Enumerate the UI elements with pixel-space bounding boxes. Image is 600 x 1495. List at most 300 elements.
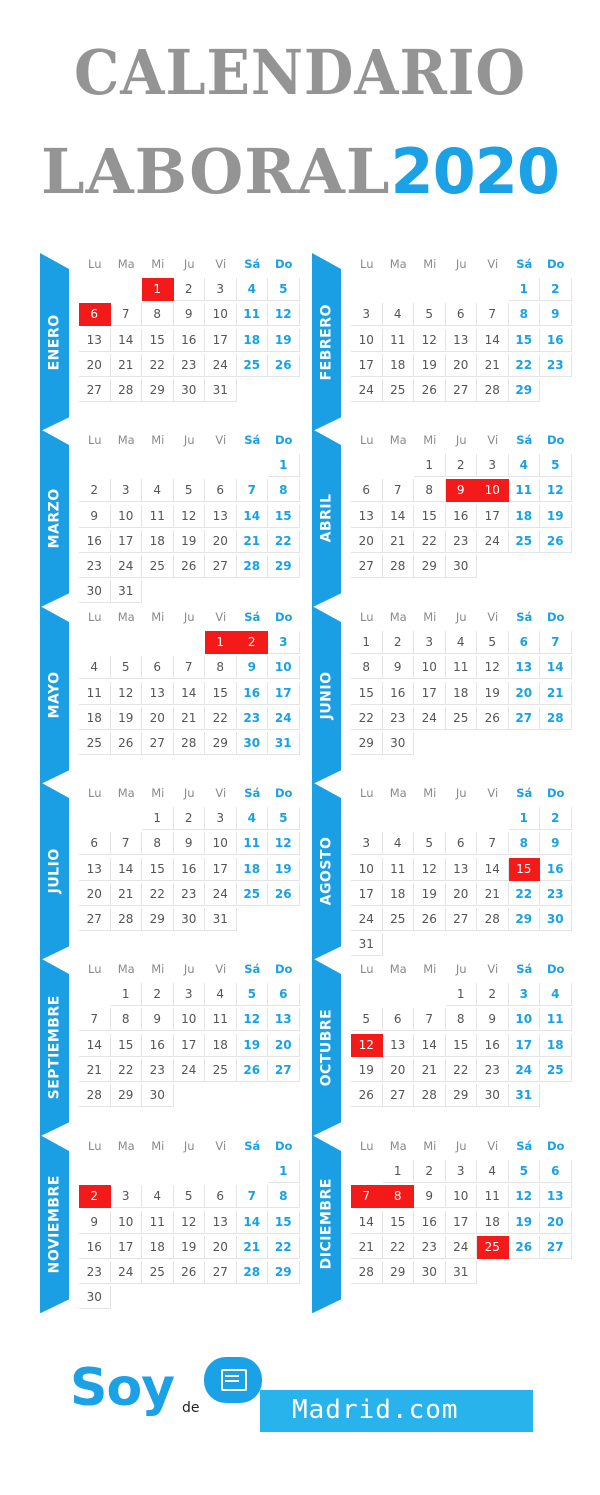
holiday-cell: 2 bbox=[79, 1185, 111, 1208]
weekday-header: Do bbox=[547, 786, 565, 800]
day-cell: 18 bbox=[79, 707, 111, 730]
day-cell: 27 bbox=[205, 1261, 237, 1284]
day-cell: 23 bbox=[446, 530, 478, 553]
day-cell: 19 bbox=[414, 354, 446, 377]
day-cell: 17 bbox=[414, 682, 446, 705]
day-cell: 31 bbox=[205, 379, 237, 402]
day-cell: 4 bbox=[142, 1185, 174, 1208]
day-cell: 20 bbox=[351, 530, 383, 553]
day-cell: 4 bbox=[540, 983, 572, 1006]
day-cell: 23 bbox=[174, 883, 206, 906]
day-cell: 5 bbox=[174, 1185, 206, 1208]
day-cell: 22 bbox=[142, 883, 174, 906]
day-cell: 18 bbox=[383, 883, 415, 906]
day-cell: 29 bbox=[142, 908, 174, 931]
logo-domain: Madrid.com bbox=[292, 1395, 459, 1425]
day-cell: 22 bbox=[414, 530, 446, 553]
day-cell: 31 bbox=[509, 1084, 541, 1107]
month-name: ABRIL bbox=[318, 493, 335, 543]
weekday-header: Sá bbox=[516, 1139, 533, 1153]
day-cell: 17 bbox=[205, 329, 237, 352]
day-cell: 29 bbox=[414, 555, 446, 578]
day-cell: 30 bbox=[383, 732, 415, 755]
day-cell: 28 bbox=[111, 379, 143, 402]
day-cell: 15 bbox=[268, 505, 300, 528]
day-cell: 22 bbox=[205, 707, 237, 730]
day-cell: 25 bbox=[237, 883, 269, 906]
day-cell: 24 bbox=[111, 1261, 143, 1284]
day-cell: 9 bbox=[414, 1185, 446, 1208]
month-septiembre bbox=[40, 958, 295, 1136]
day-cell: 1 bbox=[351, 631, 383, 654]
day-cell: 24 bbox=[446, 1236, 478, 1259]
weekday-header: Ma bbox=[117, 786, 135, 800]
day-cell: 14 bbox=[383, 505, 415, 528]
day-cell: 20 bbox=[509, 682, 541, 705]
weekday-header: Sá bbox=[516, 433, 533, 447]
day-cell: 19 bbox=[111, 707, 143, 730]
month-name: DICIEMBRE bbox=[318, 1178, 335, 1270]
day-cell: 8 bbox=[509, 832, 541, 855]
day-cell: 8 bbox=[268, 1185, 300, 1208]
day-cell: 23 bbox=[174, 354, 206, 377]
day-cell: 12 bbox=[540, 479, 572, 502]
day-cell: 20 bbox=[79, 883, 111, 906]
day-cell: 4 bbox=[477, 1160, 509, 1183]
day-cell: 28 bbox=[383, 555, 415, 578]
day-cell: 7 bbox=[477, 832, 509, 855]
day-cell: 6 bbox=[351, 479, 383, 502]
day-cell: 3 bbox=[351, 303, 383, 326]
day-cell: 21 bbox=[477, 354, 509, 377]
weekday-header: Mi bbox=[151, 610, 165, 624]
day-cell: 30 bbox=[174, 379, 206, 402]
day-cell: 28 bbox=[477, 908, 509, 931]
day-cell: 16 bbox=[174, 329, 206, 352]
weekday-header: Ma bbox=[389, 786, 407, 800]
holiday-cell: 1 bbox=[205, 631, 237, 654]
day-cell: 8 bbox=[268, 479, 300, 502]
day-cell: 9 bbox=[540, 832, 572, 855]
weekday-header: Ma bbox=[117, 1139, 135, 1153]
day-cell: 11 bbox=[237, 303, 269, 326]
day-cell: 10 bbox=[268, 656, 300, 679]
day-cell: 1 bbox=[268, 1160, 300, 1183]
day-cell: 16 bbox=[540, 329, 572, 352]
day-cell: 7 bbox=[79, 1008, 111, 1031]
day-cell: 7 bbox=[111, 832, 143, 855]
day-cell: 13 bbox=[383, 1034, 415, 1057]
weekday-header: Vi bbox=[215, 433, 227, 447]
day-cell: 28 bbox=[79, 1084, 111, 1107]
day-cell: 15 bbox=[446, 1034, 478, 1057]
day-cell: 10 bbox=[174, 1008, 206, 1031]
day-cell: 25 bbox=[383, 908, 415, 931]
day-cell: 4 bbox=[142, 479, 174, 502]
day-cell: 16 bbox=[540, 858, 572, 881]
weekday-header: Lu bbox=[88, 1139, 102, 1153]
day-cell: 30 bbox=[446, 555, 478, 578]
weekday-header: Do bbox=[275, 433, 293, 447]
day-cell: 14 bbox=[414, 1034, 446, 1057]
weekday-header: Mi bbox=[151, 257, 165, 271]
day-cell: 3 bbox=[414, 631, 446, 654]
day-cell: 30 bbox=[540, 908, 572, 931]
day-cell: 6 bbox=[540, 1160, 572, 1183]
weekday-header: Lu bbox=[360, 786, 374, 800]
day-cell: 25 bbox=[142, 555, 174, 578]
day-cell: 16 bbox=[414, 1211, 446, 1234]
day-cell: 1 bbox=[509, 278, 541, 301]
day-cell: 5 bbox=[268, 807, 300, 830]
day-cell: 27 bbox=[383, 1084, 415, 1107]
day-cell: 26 bbox=[111, 732, 143, 755]
weekday-header: Sá bbox=[516, 610, 533, 624]
day-cell: 4 bbox=[205, 983, 237, 1006]
day-cell: 20 bbox=[383, 1059, 415, 1082]
day-cell: 20 bbox=[205, 530, 237, 553]
day-cell: 20 bbox=[268, 1034, 300, 1057]
day-cell: 15 bbox=[205, 682, 237, 705]
day-cell: 13 bbox=[79, 329, 111, 352]
weekday-header: Do bbox=[547, 257, 565, 271]
day-cell: 14 bbox=[237, 1211, 269, 1234]
day-cell: 23 bbox=[477, 1059, 509, 1082]
day-cell: 21 bbox=[414, 1059, 446, 1082]
day-cell: 9 bbox=[142, 1008, 174, 1031]
day-cell: 1 bbox=[142, 807, 174, 830]
month-diciembre bbox=[312, 1135, 567, 1313]
month-abril bbox=[312, 429, 567, 607]
day-cell: 22 bbox=[509, 354, 541, 377]
day-cell: 17 bbox=[477, 505, 509, 528]
month-name: AGOSTO bbox=[318, 836, 335, 906]
day-cell: 26 bbox=[351, 1084, 383, 1107]
day-cell: 11 bbox=[477, 1185, 509, 1208]
day-cell: 1 bbox=[414, 454, 446, 477]
day-cell: 30 bbox=[79, 1286, 111, 1309]
weekday-header: Vi bbox=[487, 610, 499, 624]
day-cell: 29 bbox=[351, 732, 383, 755]
day-cell: 4 bbox=[237, 807, 269, 830]
day-cell: 27 bbox=[351, 555, 383, 578]
day-cell: 12 bbox=[237, 1008, 269, 1031]
day-cell: 16 bbox=[237, 682, 269, 705]
weekday-header: Lu bbox=[88, 257, 102, 271]
day-cell: 1 bbox=[446, 983, 478, 1006]
day-cell: 15 bbox=[142, 329, 174, 352]
day-cell: 3 bbox=[446, 1160, 478, 1183]
day-cell: 14 bbox=[477, 858, 509, 881]
day-cell: 27 bbox=[446, 908, 478, 931]
day-cell: 8 bbox=[509, 303, 541, 326]
day-cell: 9 bbox=[540, 303, 572, 326]
day-cell: 5 bbox=[111, 656, 143, 679]
day-cell: 13 bbox=[205, 505, 237, 528]
day-cell: 3 bbox=[111, 1185, 143, 1208]
day-cell: 27 bbox=[79, 908, 111, 931]
day-cell: 6 bbox=[446, 303, 478, 326]
day-cell: 9 bbox=[237, 656, 269, 679]
weekday-header: Do bbox=[275, 257, 293, 271]
day-cell: 31 bbox=[111, 580, 143, 603]
day-cell: 3 bbox=[477, 454, 509, 477]
day-cell: 23 bbox=[383, 707, 415, 730]
holiday-cell: 8 bbox=[383, 1185, 415, 1208]
weekday-header: Vi bbox=[215, 610, 227, 624]
day-cell: 2 bbox=[477, 983, 509, 1006]
weekday-header: Lu bbox=[360, 257, 374, 271]
title-laboral: LABORAL bbox=[40, 135, 391, 208]
day-cell: 28 bbox=[237, 1261, 269, 1284]
day-cell: 17 bbox=[351, 354, 383, 377]
day-cell: 6 bbox=[205, 479, 237, 502]
day-cell: 19 bbox=[540, 505, 572, 528]
day-cell: 26 bbox=[414, 379, 446, 402]
day-cell: 20 bbox=[205, 1236, 237, 1259]
day-cell: 28 bbox=[540, 707, 572, 730]
logo-soy: Soy bbox=[70, 1358, 175, 1418]
day-cell: 29 bbox=[142, 379, 174, 402]
day-cell: 10 bbox=[205, 832, 237, 855]
day-cell: 9 bbox=[383, 656, 415, 679]
day-cell: 10 bbox=[111, 505, 143, 528]
day-cell: 5 bbox=[540, 454, 572, 477]
day-cell: 24 bbox=[509, 1059, 541, 1082]
day-cell: 11 bbox=[142, 505, 174, 528]
day-cell: 21 bbox=[111, 883, 143, 906]
day-cell: 6 bbox=[383, 1008, 415, 1031]
weekday-header: Mi bbox=[423, 433, 437, 447]
weekday-header: Sá bbox=[244, 257, 261, 271]
day-cell: 17 bbox=[268, 682, 300, 705]
day-cell: 10 bbox=[414, 656, 446, 679]
day-cell: 27 bbox=[509, 707, 541, 730]
day-cell: 10 bbox=[446, 1185, 478, 1208]
day-cell: 6 bbox=[446, 832, 478, 855]
day-cell: 10 bbox=[111, 1211, 143, 1234]
month-name: MAYO bbox=[46, 671, 63, 719]
day-cell: 21 bbox=[174, 707, 206, 730]
day-cell: 5 bbox=[414, 303, 446, 326]
day-cell: 22 bbox=[351, 707, 383, 730]
holiday-cell: 25 bbox=[477, 1236, 509, 1259]
day-cell: 16 bbox=[79, 530, 111, 553]
day-cell: 17 bbox=[509, 1034, 541, 1057]
title-year: 2020 bbox=[390, 135, 560, 208]
day-cell: 20 bbox=[446, 354, 478, 377]
day-cell: 19 bbox=[268, 858, 300, 881]
day-cell: 22 bbox=[111, 1059, 143, 1082]
weekday-header: Mi bbox=[151, 433, 165, 447]
day-cell: 19 bbox=[268, 329, 300, 352]
day-cell: 19 bbox=[237, 1034, 269, 1057]
day-cell: 26 bbox=[540, 530, 572, 553]
day-cell: 30 bbox=[79, 580, 111, 603]
weekday-header: Vi bbox=[215, 1139, 227, 1153]
holiday-cell: 1 bbox=[142, 278, 174, 301]
day-cell: 20 bbox=[79, 354, 111, 377]
day-cell: 31 bbox=[351, 933, 383, 956]
weekday-header: Do bbox=[547, 962, 565, 976]
weekday-header: Ma bbox=[389, 962, 407, 976]
weekday-header: Ju bbox=[455, 1139, 467, 1153]
day-cell: 24 bbox=[477, 530, 509, 553]
weekday-header: Vi bbox=[487, 786, 499, 800]
day-cell: 18 bbox=[142, 1236, 174, 1259]
day-cell: 17 bbox=[205, 858, 237, 881]
day-cell: 8 bbox=[142, 303, 174, 326]
weekday-header: Sá bbox=[516, 962, 533, 976]
day-cell: 23 bbox=[142, 1059, 174, 1082]
weekday-header: Lu bbox=[88, 786, 102, 800]
day-cell: 23 bbox=[414, 1236, 446, 1259]
day-cell: 19 bbox=[414, 883, 446, 906]
day-cell: 29 bbox=[446, 1084, 478, 1107]
day-cell: 21 bbox=[79, 1059, 111, 1082]
day-cell: 12 bbox=[414, 329, 446, 352]
day-cell: 31 bbox=[205, 908, 237, 931]
month-name: ENERO bbox=[46, 314, 63, 371]
weekday-header: Lu bbox=[360, 1139, 374, 1153]
day-cell: 9 bbox=[477, 1008, 509, 1031]
weekday-header: Lu bbox=[88, 610, 102, 624]
day-cell: 12 bbox=[174, 505, 206, 528]
day-cell: 17 bbox=[111, 530, 143, 553]
day-cell: 16 bbox=[174, 858, 206, 881]
logo-de: de bbox=[182, 1400, 200, 1416]
weekday-header: Ma bbox=[389, 257, 407, 271]
weekday-header: Ju bbox=[183, 786, 195, 800]
day-cell: 26 bbox=[174, 1261, 206, 1284]
day-cell: 23 bbox=[79, 555, 111, 578]
weekday-header: Lu bbox=[88, 433, 102, 447]
weekday-header: Do bbox=[547, 1139, 565, 1153]
day-cell: 13 bbox=[351, 505, 383, 528]
day-cell: 28 bbox=[414, 1084, 446, 1107]
day-cell: 28 bbox=[111, 908, 143, 931]
day-cell: 2 bbox=[79, 479, 111, 502]
day-cell: 6 bbox=[79, 832, 111, 855]
weekday-header: Ma bbox=[389, 610, 407, 624]
day-cell: 3 bbox=[509, 983, 541, 1006]
day-cell: 29 bbox=[111, 1084, 143, 1107]
day-cell: 28 bbox=[174, 732, 206, 755]
day-cell: 15 bbox=[509, 329, 541, 352]
weekday-header: Lu bbox=[360, 610, 374, 624]
day-cell: 13 bbox=[540, 1185, 572, 1208]
day-cell: 12 bbox=[414, 858, 446, 881]
day-cell: 27 bbox=[142, 732, 174, 755]
month-enero bbox=[40, 253, 295, 431]
day-cell: 13 bbox=[205, 1211, 237, 1234]
day-cell: 27 bbox=[446, 379, 478, 402]
weekday-header: Ju bbox=[455, 257, 467, 271]
day-cell: 31 bbox=[268, 732, 300, 755]
day-cell: 24 bbox=[268, 707, 300, 730]
day-cell: 18 bbox=[540, 1034, 572, 1057]
day-cell: 26 bbox=[268, 883, 300, 906]
day-cell: 23 bbox=[540, 883, 572, 906]
day-cell: 14 bbox=[79, 1034, 111, 1057]
day-cell: 19 bbox=[174, 1236, 206, 1259]
day-cell: 23 bbox=[540, 354, 572, 377]
day-cell: 7 bbox=[111, 303, 143, 326]
day-cell: 18 bbox=[477, 1211, 509, 1234]
weekday-header: Vi bbox=[487, 257, 499, 271]
day-cell: 26 bbox=[414, 908, 446, 931]
weekday-header: Mi bbox=[423, 257, 437, 271]
day-cell: 7 bbox=[237, 1185, 269, 1208]
day-cell: 24 bbox=[205, 883, 237, 906]
day-cell: 3 bbox=[268, 631, 300, 654]
day-cell: 14 bbox=[351, 1211, 383, 1234]
weekday-header: Vi bbox=[215, 962, 227, 976]
day-cell: 15 bbox=[351, 682, 383, 705]
day-cell: 22 bbox=[509, 883, 541, 906]
day-cell: 2 bbox=[414, 1160, 446, 1183]
day-cell: 11 bbox=[383, 858, 415, 881]
day-cell: 3 bbox=[174, 983, 206, 1006]
day-cell: 7 bbox=[237, 479, 269, 502]
day-cell: 9 bbox=[79, 1211, 111, 1234]
day-cell: 2 bbox=[174, 278, 206, 301]
day-cell: 12 bbox=[268, 832, 300, 855]
weekday-header: Sá bbox=[244, 610, 261, 624]
day-cell: 16 bbox=[446, 505, 478, 528]
day-cell: 30 bbox=[414, 1261, 446, 1284]
day-cell: 26 bbox=[237, 1059, 269, 1082]
day-cell: 20 bbox=[142, 707, 174, 730]
day-cell: 8 bbox=[446, 1008, 478, 1031]
day-cell: 16 bbox=[477, 1034, 509, 1057]
day-cell: 27 bbox=[79, 379, 111, 402]
month-name: OCTUBRE bbox=[318, 1008, 335, 1086]
day-cell: 26 bbox=[477, 707, 509, 730]
weekday-header: Ju bbox=[183, 1139, 195, 1153]
day-cell: 11 bbox=[446, 656, 478, 679]
month-name: SEPTIEMBRE bbox=[46, 995, 63, 1100]
day-cell: 1 bbox=[268, 454, 300, 477]
day-cell: 4 bbox=[79, 656, 111, 679]
weekday-header: Sá bbox=[244, 962, 261, 976]
day-cell: 21 bbox=[351, 1236, 383, 1259]
day-cell: 9 bbox=[174, 832, 206, 855]
weekday-header: Vi bbox=[487, 962, 499, 976]
day-cell: 19 bbox=[509, 1211, 541, 1234]
day-cell: 3 bbox=[205, 278, 237, 301]
weekday-header: Ma bbox=[117, 257, 135, 271]
weekday-header: Ma bbox=[389, 433, 407, 447]
day-cell: 8 bbox=[111, 1008, 143, 1031]
month-julio bbox=[40, 782, 295, 960]
day-cell: 21 bbox=[540, 682, 572, 705]
day-cell: 11 bbox=[142, 1211, 174, 1234]
day-cell: 13 bbox=[79, 858, 111, 881]
day-cell: 22 bbox=[268, 1236, 300, 1259]
day-cell: 1 bbox=[111, 983, 143, 1006]
title-line-2 bbox=[0, 135, 600, 208]
newspaper-icon bbox=[204, 1357, 262, 1403]
weekday-header: Sá bbox=[516, 786, 533, 800]
weekday-header: Do bbox=[547, 610, 565, 624]
day-cell: 26 bbox=[174, 555, 206, 578]
day-cell: 7 bbox=[174, 656, 206, 679]
month-mayo bbox=[40, 606, 295, 784]
day-cell: 24 bbox=[205, 354, 237, 377]
month-marzo bbox=[40, 429, 295, 607]
day-cell: 25 bbox=[509, 530, 541, 553]
